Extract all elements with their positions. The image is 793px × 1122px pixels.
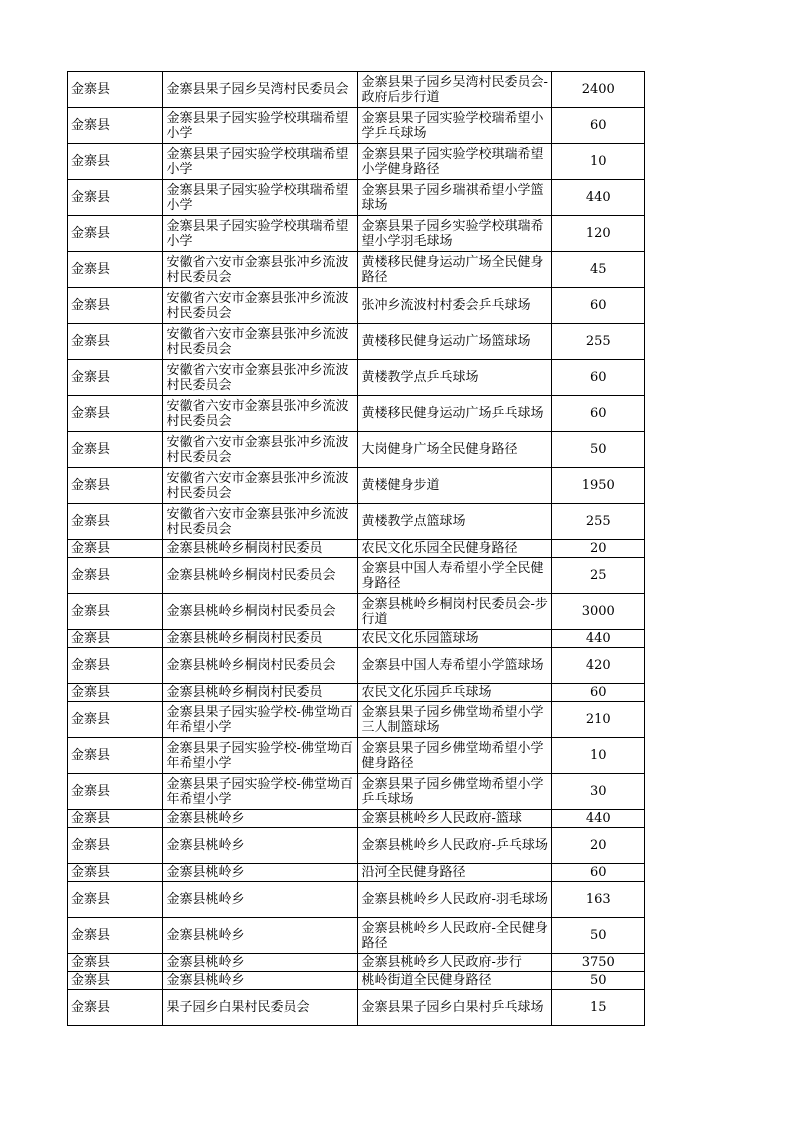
value-cell: 255 (552, 504, 645, 540)
county-cell: 金寨县 (68, 558, 163, 594)
value-cell: 440 (552, 810, 645, 828)
facility-cell: 桃岭街道全民健身路径 (358, 972, 552, 990)
value-cell: 2400 (552, 72, 645, 108)
unit-cell: 金寨县果子园实验学校琪瑞希望小学 (163, 108, 358, 144)
unit-cell: 金寨县果子园实验学校琪瑞希望小学 (163, 216, 358, 252)
table-row (68, 990, 645, 1026)
county-cell: 金寨县 (68, 540, 163, 558)
value-cell: 420 (552, 648, 645, 684)
table-row (68, 594, 645, 630)
facility-cell: 张冲乡流波村村委会乒乓球场 (358, 288, 552, 324)
table-row (68, 882, 645, 918)
unit-cell: 金寨县果子园实验学校-佛堂坳百年希望小学 (163, 738, 358, 774)
unit-cell: 果子园乡白果村民委员会 (163, 990, 358, 1026)
county-cell: 金寨县 (68, 108, 163, 144)
county-cell: 金寨县 (68, 738, 163, 774)
unit-cell: 金寨县果子园乡吴湾村民委员会 (163, 72, 358, 108)
facility-cell: 金寨县果子园乡佛堂坳希望小学乒乓球场 (358, 774, 552, 810)
county-cell: 金寨县 (68, 954, 163, 972)
value-cell: 440 (552, 630, 645, 648)
facility-table (67, 71, 645, 1026)
value-cell: 50 (552, 972, 645, 990)
facility-cell: 黄楼移民健身运动广场乒乓球场 (358, 396, 552, 432)
county-cell: 金寨县 (68, 810, 163, 828)
table-row (68, 288, 645, 324)
unit-cell: 安徽省六安市金寨县张冲乡流波村民委员会 (163, 504, 358, 540)
unit-cell: 金寨县果子园实验学校琪瑞希望小学 (163, 180, 358, 216)
county-cell: 金寨县 (68, 432, 163, 468)
county-cell: 金寨县 (68, 630, 163, 648)
unit-cell: 金寨县桃岭乡 (163, 954, 358, 972)
value-cell: 440 (552, 180, 645, 216)
table-row (68, 972, 645, 990)
table-row (68, 630, 645, 648)
county-cell: 金寨县 (68, 360, 163, 396)
value-cell: 60 (552, 864, 645, 882)
county-cell: 金寨县 (68, 216, 163, 252)
county-cell: 金寨县 (68, 684, 163, 702)
table-row (68, 558, 645, 594)
unit-cell: 金寨县果子园实验学校-佛堂坳百年希望小学 (163, 774, 358, 810)
table-row (68, 324, 645, 360)
table-row (68, 954, 645, 972)
facility-cell: 黄楼健身步道 (358, 468, 552, 504)
facility-cell: 黄楼移民健身运动广场篮球场 (358, 324, 552, 360)
table-row (68, 738, 645, 774)
county-cell: 金寨县 (68, 72, 163, 108)
table-row (68, 504, 645, 540)
unit-cell: 金寨县桃岭乡桐岗村民委员 (163, 630, 358, 648)
county-cell: 金寨县 (68, 972, 163, 990)
value-cell: 60 (552, 684, 645, 702)
unit-cell: 安徽省六安市金寨县张冲乡流波村民委员会 (163, 324, 358, 360)
facility-cell: 农民文化乐园全民健身路径 (358, 540, 552, 558)
facility-cell: 金寨县桃岭乡人民政府-羽毛球场 (358, 882, 552, 918)
facility-cell: 金寨县果子园乡佛堂坳希望小学三人制篮球场 (358, 702, 552, 738)
unit-cell: 金寨县桃岭乡 (163, 972, 358, 990)
county-cell: 金寨县 (68, 504, 163, 540)
county-cell: 金寨县 (68, 594, 163, 630)
unit-cell: 安徽省六安市金寨县张冲乡流波村民委员会 (163, 252, 358, 288)
table-row (68, 864, 645, 882)
table-row (68, 108, 645, 144)
table-row (68, 180, 645, 216)
facility-cell: 沿河全民健身路径 (358, 864, 552, 882)
facility-cell: 金寨县桃岭乡人民政府-乒乓球场 (358, 828, 552, 864)
value-cell: 45 (552, 252, 645, 288)
facility-cell: 金寨县桃岭乡人民政府-步行 (358, 954, 552, 972)
unit-cell: 金寨县桃岭乡 (163, 810, 358, 828)
facility-cell: 黄楼移民健身运动广场全民健身路径 (358, 252, 552, 288)
table-row (68, 72, 645, 108)
county-cell: 金寨县 (68, 180, 163, 216)
value-cell: 50 (552, 918, 645, 954)
value-cell: 30 (552, 774, 645, 810)
facility-cell: 金寨县果子园乡白果村乒乓球场 (358, 990, 552, 1026)
value-cell: 255 (552, 324, 645, 360)
county-cell: 金寨县 (68, 864, 163, 882)
facility-cell: 金寨县果子园乡实验学校琪瑞希望小学羽毛球场 (358, 216, 552, 252)
county-cell: 金寨县 (68, 468, 163, 504)
facility-cell: 金寨县果子园乡吴湾村民委员会-政府后步行道 (358, 72, 552, 108)
table-row (68, 774, 645, 810)
unit-cell: 金寨县桃岭乡 (163, 828, 358, 864)
value-cell: 60 (552, 396, 645, 432)
table-row (68, 648, 645, 684)
county-cell: 金寨县 (68, 990, 163, 1026)
facility-cell: 金寨县果子园实验学校瑞希望小学乒乓球场 (358, 108, 552, 144)
facility-cell: 金寨县中国人寿希望小学全民健身路径 (358, 558, 552, 594)
unit-cell: 金寨县桃岭乡桐岗村民委员 (163, 684, 358, 702)
table-row (68, 828, 645, 864)
table-row (68, 810, 645, 828)
table-body (68, 72, 645, 1026)
facility-cell: 金寨县果子园实验学校琪瑞希望小学健身路径 (358, 144, 552, 180)
facility-cell: 农民文化乐园篮球场 (358, 630, 552, 648)
facility-cell: 农民文化乐园乒乓球场 (358, 684, 552, 702)
county-cell: 金寨县 (68, 252, 163, 288)
value-cell: 15 (552, 990, 645, 1026)
value-cell: 10 (552, 738, 645, 774)
table-row (68, 918, 645, 954)
unit-cell: 金寨县果子园实验学校-佛堂坳百年希望小学 (163, 702, 358, 738)
value-cell: 20 (552, 540, 645, 558)
county-cell: 金寨县 (68, 774, 163, 810)
unit-cell: 安徽省六安市金寨县张冲乡流波村民委员会 (163, 432, 358, 468)
value-cell: 120 (552, 216, 645, 252)
table-row (68, 216, 645, 252)
table-row (68, 540, 645, 558)
county-cell: 金寨县 (68, 648, 163, 684)
unit-cell: 金寨县桃岭乡桐岗村民委员会 (163, 558, 358, 594)
table-row (68, 144, 645, 180)
value-cell: 163 (552, 882, 645, 918)
value-cell: 60 (552, 288, 645, 324)
table-row (68, 252, 645, 288)
facility-cell: 金寨县中国人寿希望小学篮球场 (358, 648, 552, 684)
unit-cell: 金寨县桃岭乡桐岗村民委员会 (163, 594, 358, 630)
table-row (68, 432, 645, 468)
table-row (68, 468, 645, 504)
county-cell: 金寨县 (68, 828, 163, 864)
value-cell: 50 (552, 432, 645, 468)
value-cell: 210 (552, 702, 645, 738)
facility-cell: 金寨县果子园乡佛堂坳希望小学健身路径 (358, 738, 552, 774)
value-cell: 3750 (552, 954, 645, 972)
table-row (68, 396, 645, 432)
value-cell: 60 (552, 108, 645, 144)
value-cell: 20 (552, 828, 645, 864)
facility-cell: 金寨县桃岭乡人民政府-篮球 (358, 810, 552, 828)
unit-cell: 安徽省六安市金寨县张冲乡流波村民委员会 (163, 360, 358, 396)
unit-cell: 金寨县果子园实验学校琪瑞希望小学 (163, 144, 358, 180)
county-cell: 金寨县 (68, 288, 163, 324)
value-cell: 10 (552, 144, 645, 180)
unit-cell: 金寨县桃岭乡桐岗村民委员会 (163, 648, 358, 684)
facility-cell: 金寨县桃岭乡桐岗村民委员会-步行道 (358, 594, 552, 630)
facility-cell: 大岗健身广场全民健身路径 (358, 432, 552, 468)
table-row (68, 702, 645, 738)
unit-cell: 安徽省六安市金寨县张冲乡流波村民委员会 (163, 396, 358, 432)
value-cell: 1950 (552, 468, 645, 504)
table-row (68, 360, 645, 396)
facility-cell: 黄楼教学点篮球场 (358, 504, 552, 540)
value-cell: 3000 (552, 594, 645, 630)
county-cell: 金寨县 (68, 918, 163, 954)
unit-cell: 金寨县桃岭乡 (163, 918, 358, 954)
facility-cell: 金寨县桃岭乡人民政府-全民健身路径 (358, 918, 552, 954)
unit-cell: 金寨县桃岭乡 (163, 864, 358, 882)
facility-cell: 黄楼教学点乒乓球场 (358, 360, 552, 396)
county-cell: 金寨县 (68, 882, 163, 918)
county-cell: 金寨县 (68, 396, 163, 432)
unit-cell: 安徽省六安市金寨县张冲乡流波村民委员会 (163, 288, 358, 324)
county-cell: 金寨县 (68, 702, 163, 738)
table-row (68, 684, 645, 702)
county-cell: 金寨县 (68, 324, 163, 360)
value-cell: 25 (552, 558, 645, 594)
unit-cell: 安徽省六安市金寨县张冲乡流波村民委员会 (163, 468, 358, 504)
county-cell: 金寨县 (68, 144, 163, 180)
unit-cell: 金寨县桃岭乡桐岗村民委员 (163, 540, 358, 558)
facility-cell: 金寨县果子园乡瑞祺希望小学篮球场 (358, 180, 552, 216)
unit-cell: 金寨县桃岭乡 (163, 882, 358, 918)
value-cell: 60 (552, 360, 645, 396)
